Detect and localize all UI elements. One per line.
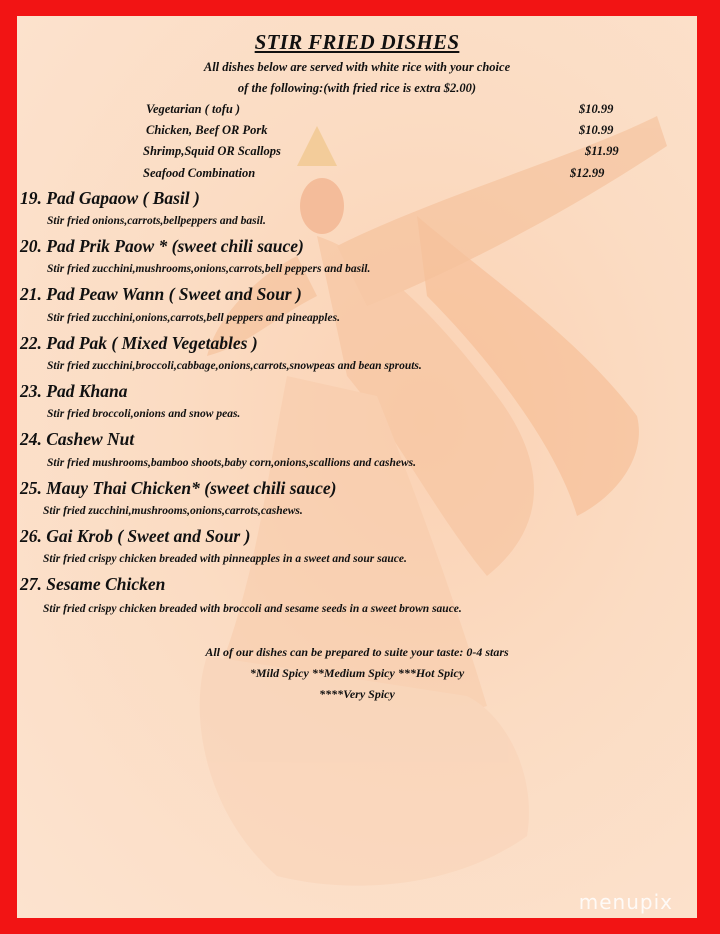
- menupix-watermark: menupix: [578, 890, 673, 914]
- price-option-value: $10.99: [579, 123, 614, 137]
- spice-level-very: ****Very Spicy: [319, 687, 395, 701]
- price-option-label: Seafood Combination: [143, 166, 256, 180]
- spice-levels: *Mild Spicy **Medium Spicy ***Hot Spicy: [249, 666, 465, 680]
- menu-page: [17, 16, 697, 918]
- price-option-label: Shrimp,Squid OR Scallops: [143, 144, 281, 158]
- dish-name: 19. Pad Gapaow ( Basil ): [20, 188, 200, 208]
- dish-name: 25. Mauy Thai Chicken* (sweet chili sauce): [20, 478, 337, 498]
- dish-description: Stir fried broccoli,onions and snow peas.: [47, 408, 241, 420]
- dish-description: Stir fried zucchini,onions,carrots,bell peppers and pineapples.: [47, 312, 340, 324]
- dish-name: 27. Sesame Chicken: [20, 574, 166, 594]
- price-option-label: Vegetarian ( tofu ): [146, 102, 241, 116]
- intro-line-2: of the following:(with fried rice is extra $2.00): [237, 81, 477, 95]
- dish-name: 21. Pad Peaw Wann ( Sweet and Sour ): [20, 284, 302, 304]
- dish-name: 20. Pad Prik Paow * (sweet chili sauce): [20, 236, 304, 256]
- dish-description: Stir fried zucchini,mushrooms,onions,carrots,cashews.: [43, 505, 303, 517]
- dish-name: 26. Gai Krob ( Sweet and Sour ): [20, 526, 251, 546]
- intro-line-1: All dishes below are served with white rice with your choice: [203, 60, 511, 74]
- dish-description: Stir fried zucchini,mushrooms,onions,carrots,bell peppers and basil.: [47, 263, 371, 275]
- dish-description: Stir fried zucchini,broccoli,cabbage,onions,carrots,snowpeas and bean sprouts.: [47, 360, 422, 372]
- price-option-value: $11.99: [585, 144, 619, 158]
- dish-description: Stir fried mushrooms,bamboo shoots,baby corn,onions,scallions and cashews.: [47, 457, 417, 469]
- dish-name: 24. Cashew Nut: [20, 429, 135, 449]
- spice-note: All of our dishes can be prepared to suite your taste: 0-4 stars: [205, 645, 509, 659]
- dish-name: 22. Pad Pak ( Mixed Vegetables ): [20, 333, 258, 353]
- dish-name: 23. Pad Khana: [20, 381, 128, 401]
- price-option-label: Chicken, Beef OR Pork: [146, 123, 268, 137]
- page-title: STIR FRIED DISHES: [254, 30, 460, 54]
- dish-description: Stir fried onions,carrots,bellpeppers and basil.: [47, 215, 266, 227]
- dish-description: Stir fried crispy chicken breaded with broccoli and sesame seeds in a sweet brown sauce.: [43, 603, 462, 615]
- price-option-value: $12.99: [570, 166, 605, 180]
- price-option-value: $10.99: [579, 102, 614, 116]
- dish-description: Stir fried crispy chicken breaded with pinneapples in a sweet and sour sauce.: [43, 553, 407, 565]
